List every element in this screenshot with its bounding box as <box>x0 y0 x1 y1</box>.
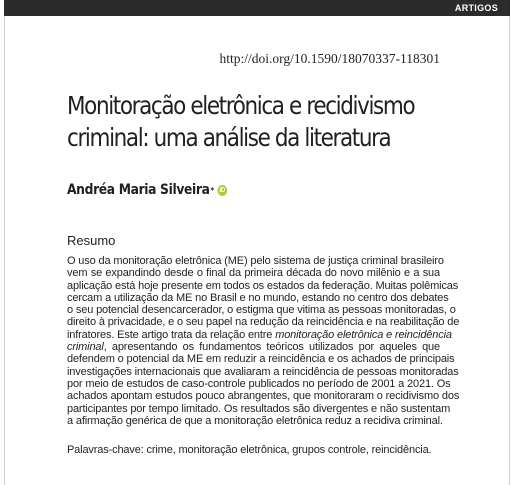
abstract-line: direito à privacidade, e o seu papel na redução da reincidência e na reabilitação de <box>67 316 460 329</box>
doi-link[interactable]: http://doi.org/10.1590/18070337-118301 <box>219 51 440 66</box>
author-line <box>67 182 227 198</box>
section-header-bar <box>4 0 510 16</box>
title-line-1: Monitoração eletrônica e recidivismo <box>67 91 415 120</box>
abstract-line: O uso da monitoração eletrônica (ME) pelo sistema de justiça criminal brasileiro <box>67 255 444 267</box>
abstract-line: o seu potencial desencarcerador, o estigma que vitima as pessoas monitoradas, o <box>67 304 456 317</box>
abstract-line: criminal, apresentando os fundamentos teóricos utilizados por aqueles que <box>67 341 440 354</box>
abstract-line: defendem o potencial da ME em reduzir a reincidência e os achados de principais <box>67 353 455 366</box>
abstract-line: cercam a utilização da ME no Brasil e no mundo, estando no centro dos debates <box>67 291 449 304</box>
author-footnote-mark: * <box>210 185 214 195</box>
abstract-line: infratores. Este artigo trata da relação entre monitoração eletrônica e reincidência <box>67 328 452 341</box>
abstract-line: achados apontam estudos pouco abrangentes, que monitoraram o recidivismo dos <box>67 390 460 403</box>
abstract-line: vem se expandindo desde o final da primeira década do novo milênio e a sua <box>67 267 440 280</box>
abstract-line: por meio de estudos de caso-controle publicados no período de 2001 a 2021. Os <box>67 377 451 390</box>
abstract-line: aplicação está hoje presente em todos os estados da federação. Muitas polêmicas <box>67 279 459 292</box>
abstract-text <box>67 255 460 427</box>
abstract-line: participantes por tempo limitado. Os resultados são divergentes e não sustentam <box>67 402 451 415</box>
author-name: Andréa Maria Silveira <box>67 182 210 198</box>
abstract-line: investigações internacionais que avaliaram a reincidência de pessoas monitoradas <box>67 365 459 378</box>
title-line-2: criminal: uma análise da literatura <box>67 123 391 152</box>
abstract-line: a afirmação genérica de que a monitoração eletrônica reduz a recidiva criminal. <box>67 414 443 427</box>
abstract-heading: Resumo <box>67 233 116 248</box>
keywords: Palavras-chave: crime, monitoração eletrônica, grupos controle, reincidência. <box>67 444 432 456</box>
section-label: ARTIGOS <box>454 3 498 13</box>
article-title <box>67 90 415 154</box>
orcid-icon[interactable]: iD <box>217 185 227 196</box>
